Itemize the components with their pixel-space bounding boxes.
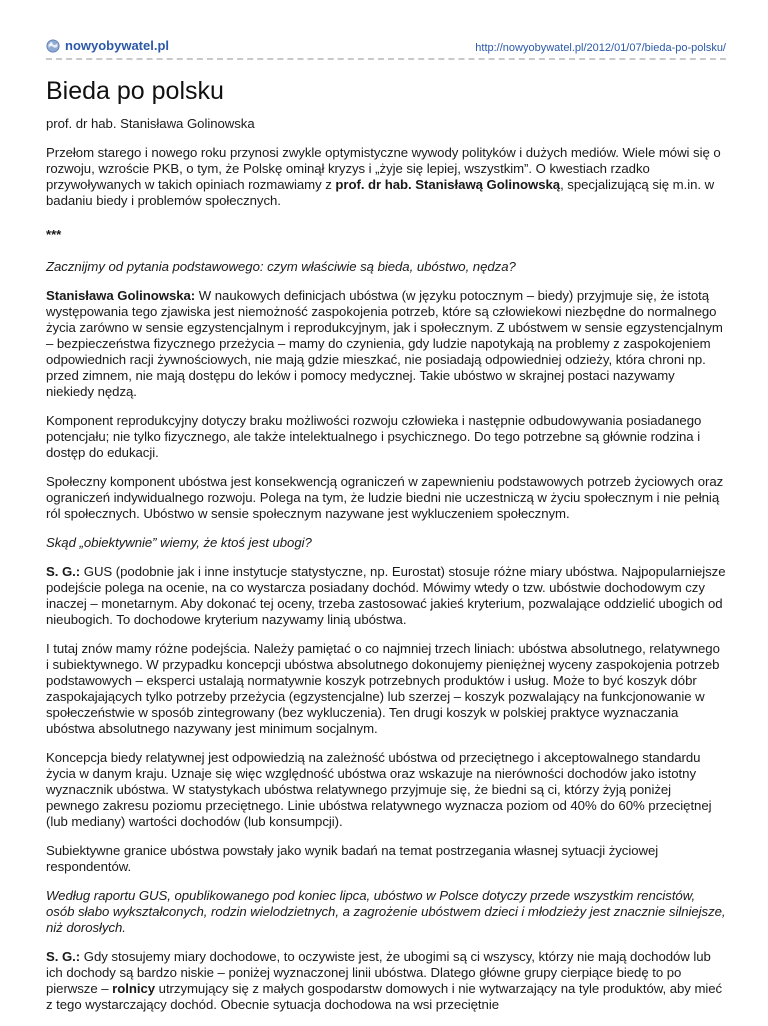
answer-3-farmers: rolnicy [112, 981, 156, 996]
answer-2-speaker: S. G.: [46, 564, 81, 579]
article-page [46, 36, 726, 1026]
article-intro [46, 145, 726, 209]
paragraph-subjective-poverty: Subiektywne granice ubóstwa powstały jako wynik badań na temat postrzegania własnej sytuacji życiowej respondentów. [46, 843, 659, 874]
article-url[interactable]: http://nowyobywatel.pl/2012/01/07/bieda-po-polsku/ [475, 42, 726, 54]
paragraph-reproductive: Komponent reprodukcyjny dotyczy braku możliwości rozwoju człowieka i następnie odbudowywania posiadanego potencjału; nie tylko fizycznego, ale także intelektualnego i psychicznego. Do tego potrzebne są głównie rodzina i dostęp do edukacji. [46, 413, 702, 460]
site-branding[interactable] [46, 38, 169, 53]
paragraph-relative-poverty: Koncepcja biedy relatywnej jest odpowiedzią na zależność ubóstwa od przeciętnego i akceptowalnego standardu życia w danym kraju. Uznaje się więc względność ubóstwa oraz wskazuje na nierówności dochodów jako istotny wyznacznik ubóstwa. W statystykach ubóstwa relatywnego przyjmuje się, że biedni są ci, którzy żyją poniżej pewnego zakresu poziomu przeciętnego. Linie ubóstwa relatywnego wyznacza poziom od 40% do 60% przeciętnej (lub mediany) wartości dochodów (lub konsumpcji). [46, 750, 712, 829]
intro-text-after: , specjalizującą się m.in. w badaniu biedy i problemów społecznych. [46, 177, 715, 208]
question-2: Skąd „obiektywnie” wiemy, że ktoś jest ubogi? [46, 535, 312, 550]
answer-1 [46, 288, 726, 400]
answer-1-text: W naukowych definicjach ubóstwa (w języku potocznym – biedy) przyjmuje się, że istotą występowania tego zjawiska jest niemożność zaspokojenia potrzeb, które są człowiekowi niezbędne do normalnego życia zarówno w sensie egzystencjalnym i reprodukcyjnym, jak i społecznym. Z ubóstwem w sensie egzystencjalnym – bezpieczeństwa fizycznego przeżycia – mamy do czynienia, gdy ludzie napotykają na problemy z zaspokojeniem odpowiednich racji żywnościowych, nie mają gdzie mieszkać, nie posiadają odpowiedniej odzieży, która chroni np. przed zimnem, nie mają dostępu do leków i pomocy medycznej. Takie ubóstwo w skrajnej postaci nazywamy niekiedy nędzą. [46, 288, 723, 399]
answer-3-speaker: S. G.: [46, 949, 81, 964]
article-author: prof. dr hab. Stanisława Golinowska [46, 116, 255, 131]
answer-3 [46, 949, 726, 1013]
paragraph-poverty-lines: I tutaj znów mamy różne podejścia. Należy pamiętać o co najmniej trzech liniach: ubóstwa absolutnego, relatywnego i subiektywnego. W przypadku koncepcji ubóstwa absolutnego dokonujemy pieniężnej wyceny zaspokojenia potrzeb podstawowych – eksperci ustalają normatywnie koszyk potrzebnych produktów i usług. Może to być koszyk dóbr zaspokajających tylko potrzeby przeżycia (egzystencjalne) lub szerzej – koszyk pozwalający na funkcjonowanie w społeczeństwie w sposób zintegrowany (bez wykluczenia). Ten drugi koszyk w polskiej praktyce wyznaczania ubóstwa absolutnego nazywany jest minimum socjalnym. [46, 641, 720, 736]
answer-3-text-after: utrzymujący się z małych gospodarstw domowych i nie wytwarzający na tyle produktów, aby mieć z tego wystarczający dochód. Obecnie sytuacja dochodowa na wsi przeciętnie [46, 981, 723, 1012]
article-title: Bieda po polsku [46, 77, 224, 105]
site-name[interactable]: nowyobywatel.pl [65, 38, 170, 53]
answer-3-text-before: Gdy stosujemy miary dochodowe, to oczywiste jest, że ubogimi są ci wszyscy, którzy nie mają dochodów lub ich dochody są bardzo niskie – poniżej wyznaczonej linii ubóstwa. Dlatego główne grupy cierpiące biedę to po pierwsze – [46, 949, 711, 996]
intro-text-before: Przełom starego i nowego roku przynosi zwykle optymistyczne wywody polityków i dużych mediów. Wiele mówi się o rozwoju, wzroście PKB, o tym, że Polskę ominął kryzys i „żyje się lepiej, wszystkim”. O kwestiach rzadko przywoływanych w takich opiniach rozmawiamy z [46, 145, 721, 192]
answer-2-text: GUS (podobnie jak i inne instytucje statystyczne, np. Eurostat) stosuje różne miary ubóstwa. Najpopularniejsze podejście polega na ocenie, na co wystarcza posiadany dochód. Mówimy wtedy o tzw. ubóstwie dochodowym czy inaczej – monetarnym. Aby dokonać tej oceny, trzeba zastosować jakieś kryterium, pozwalające oddzielić ubogich od nieubogich. To dochodowe kryterium nazywamy linią ubóstwa. [46, 564, 726, 627]
answer-1-speaker: Stanisława Golinowska: [46, 288, 196, 303]
globe-icon [46, 39, 60, 53]
answer-2 [46, 564, 726, 628]
paragraph-social: Społeczny komponent ubóstwa jest konsekwencją ograniczeń w zapewnieniu podstawowych potrzeb życiowych oraz ograniczeń indywidualnego rozwoju. Polega na tym, że ludzie biedni nie uczestniczą w życiu społecznym i nie pełnią ról społecznych. Ubóstwo w sensie społecznym nazywane jest wykluczeniem społecznym. [46, 474, 724, 521]
page-header [46, 36, 726, 60]
question-1: Zacznijmy od pytania podstawowego: czym właściwie są bieda, ubóstwo, nędza? [46, 259, 516, 274]
question-3: Według raportu GUS, opublikowanego pod koniec lipca, ubóstwo w Polsce dotyczy przede wszystkim rencistów, osób słabo wykształconych, rodzin wielodzietnych, a zagrożenie ubóstwem dzieci i młodzieży jest znacznie silniejsze, niż dorosłych. [46, 888, 726, 935]
section-separator: *** [46, 227, 62, 242]
intro-interviewee: prof. dr hab. Stanisławą Golinowską [335, 177, 561, 192]
